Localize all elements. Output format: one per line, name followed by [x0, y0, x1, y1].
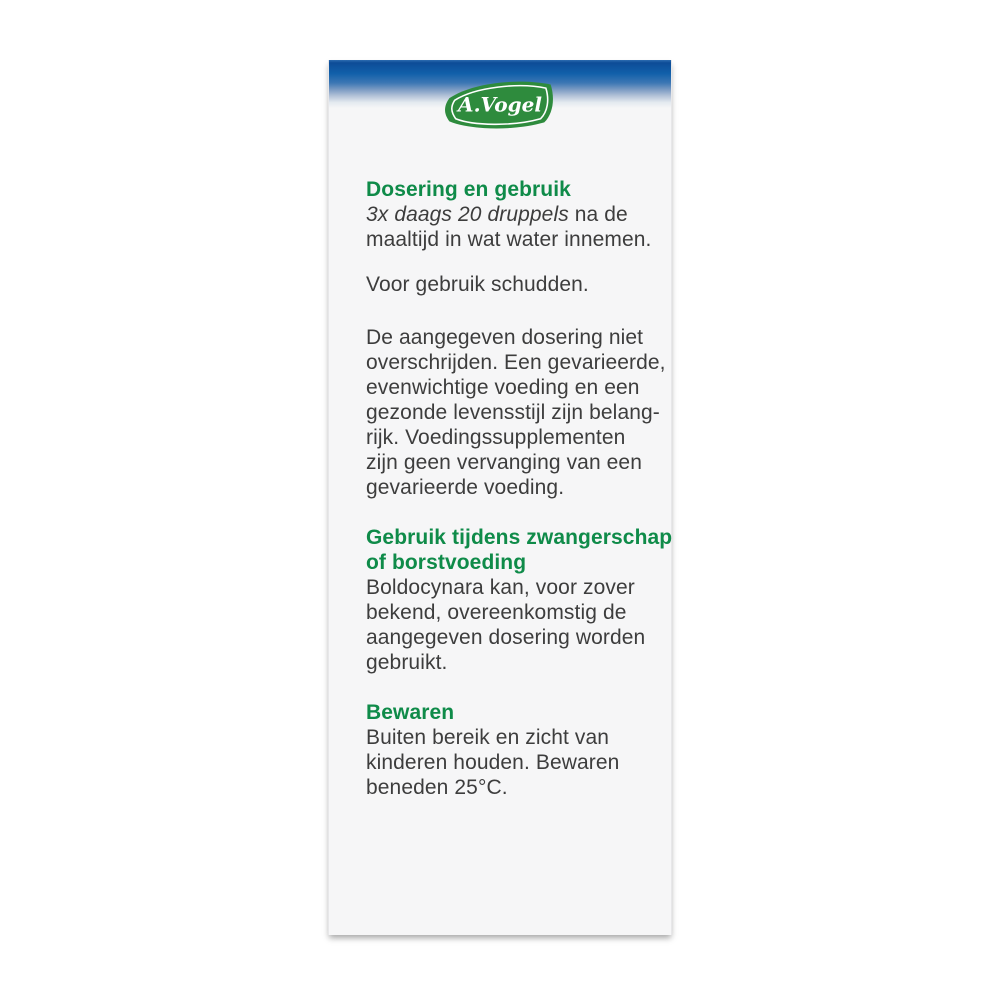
shake-instruction: Voor gebruik schudden. — [366, 273, 589, 296]
advice-line: overschrijden. Een gevarieerde, — [366, 351, 666, 374]
bewaren-body-line: beneden 25°C. — [366, 776, 508, 799]
zwangerschap-body-line: Boldocynara kan, voor zover — [366, 576, 635, 599]
dose-rest: na de — [568, 203, 628, 226]
dose-line-2: maaltijd in wat water innemen. — [366, 228, 652, 251]
advice-line: gevarieerde voeding. — [366, 476, 565, 499]
bewaren-body-line: Buiten bereik en zicht van — [366, 726, 610, 749]
advice-line: gezonde levensstijl zijn belang- — [366, 401, 660, 424]
section-zwangerschap — [366, 525, 673, 675]
advice-paragraph — [366, 325, 666, 500]
section-bewaren — [366, 700, 644, 800]
section-heading-zwangerschap: Gebruik tijdens zwangerschap — [366, 526, 673, 549]
advice-line: zijn geen vervanging van een — [366, 451, 642, 474]
zwangerschap-body-line: gebruikt. — [366, 651, 448, 674]
advice-line: De aangegeven dosering niet — [366, 326, 644, 349]
dose-amount: 3x daags 20 druppels — [366, 203, 569, 226]
package-side-panel — [328, 60, 672, 935]
panel-text-content — [366, 177, 673, 800]
section-heading-bewaren: Bewaren — [366, 701, 455, 724]
section-heading-dosering: Dosering en gebruik — [366, 178, 571, 201]
section-heading-zwangerschap-line2: of borstvoeding — [366, 551, 527, 574]
leaf-banner-icon — [442, 77, 558, 132]
zwangerschap-body-line: aangegeven dosering worden — [366, 626, 646, 649]
brand-logo — [442, 77, 558, 132]
brand-logo-text: A.Vogel — [458, 92, 542, 117]
advice-line: rijk. Voedingssupplementen — [366, 426, 626, 449]
advice-line: evenwichtige voeding en een — [366, 376, 640, 399]
dose-line-1 — [366, 202, 644, 227]
zwangerschap-body-line: bekend, overeenkomstig de — [366, 601, 627, 624]
bewaren-body-line: kinderen houden. Bewaren — [366, 751, 620, 774]
